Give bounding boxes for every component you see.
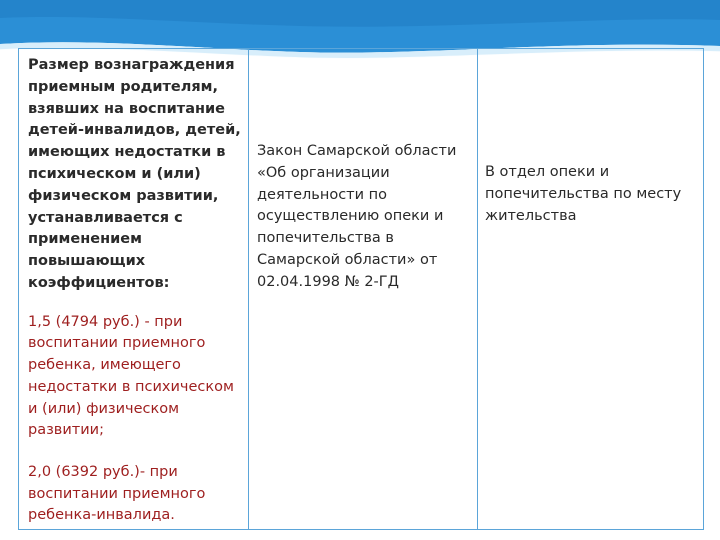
info-table [18, 48, 704, 530]
where-to-apply-text: В отдел опеки и попечительства по месту жительства [485, 164, 682, 224]
law-reference-text: Закон Самарской области «Об организации деятельности по осуществлению опеки и попечительства в Самарской области» от 02.04.1998 № 2-ГД [257, 143, 457, 290]
table-cell-payment-size [19, 49, 249, 529]
table-cell-where-to-apply [478, 49, 703, 529]
coefficient-item-1: 1,5 (4794 руб.) - при воспитании приемного ребенка, имеющего недостатки в психическом и (или) физическом развитии; [28, 313, 234, 439]
table-cell-law-reference [249, 49, 478, 529]
payment-size-heading: Размер вознаграждения приемным родителям, взявших на воспитание детей-инвалидов, детей, имеющих недостатки в психическом и (или) физическом развитии, устанавливается с применением повышающих коэффициентов: [28, 57, 241, 291]
coefficient-item-2: 2,0 (6392 руб.)- при воспитании приемного ребенка-инвалида. [28, 463, 206, 524]
